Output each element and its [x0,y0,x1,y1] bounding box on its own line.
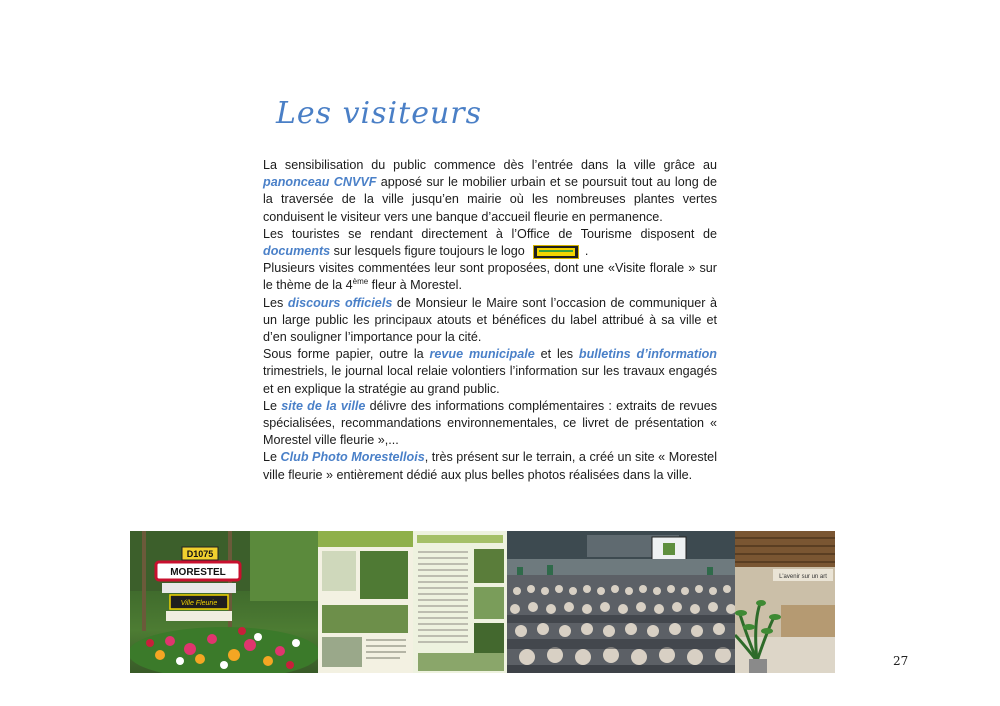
conference-illustration [507,531,735,673]
highlight-bulletins: bulletins d’information [578,347,717,362]
paragraph-tourists [263,226,717,260]
text-run: Sous forme papier, outre la [263,347,430,362]
highlight-revue: revue municipale [429,347,535,362]
paragraph-visits [263,260,717,294]
photo-town-hall-lobby [735,531,835,673]
text-run: et les [534,347,579,362]
text-run: La sensibilisation du public commence dès l’entrée dans la ville grâce au [263,158,717,172]
text-run: Les [263,295,288,310]
photo-magazine-spread [318,531,507,673]
sign-town-text: MORESTEL [170,567,226,578]
text-run: sur lesquels figure toujours le logo [330,244,525,259]
text-run: trimestriels, le journal local relaie volontiers l’information sur les travaux engagés et en explique la stratégie au grand public. [263,364,717,396]
highlight-documents: documents [263,244,331,259]
ville-fleurie-logo-icon [533,245,579,259]
text-run: Les touristes se rendant directement à l’Office de Tourisme disposent de [263,226,717,241]
text-run: Le [263,450,281,465]
superscript: ème [352,277,369,287]
paragraph-photo-club [263,449,717,483]
paragraph-speeches [263,295,717,347]
paragraph-paper [263,346,717,398]
photo-town-sign [130,531,318,673]
magazine-illustration [318,531,507,673]
highlight-club-photo: Club Photo Morestellois [280,450,425,465]
text-run: Plusieurs visites commentées leur sont proposées, dont une «Visite florale » sur le thème de la 4 [263,261,717,293]
photo-strip [130,531,835,673]
page-number: 27 [893,654,909,668]
text-run: fleur à Morestel. [368,278,462,293]
text-run: , très présent sur le terrain, a créé un site « Morestel ville fleurie » entièrement dédié aux plus belles photos réalisées dans la ville. [263,450,717,482]
town-sign-illustration [130,531,318,673]
text-run: apposé sur le mobilier urbain et se poursuit tout au long de la traversée de la ville jusqu’en mairie où les nombreuses plantes vertes conduisent le visiteur vers une banque d’accueil fleurie en permanence. [263,175,717,224]
lobby-illustration [735,531,835,673]
paragraph-website [263,398,717,450]
highlight-site: site de la ville [281,398,366,413]
highlight-discours: discours officiels [287,295,393,310]
highlight-panonceau: panonceau CNVVF [263,175,377,190]
body-text [263,157,717,484]
photo-conference [507,531,735,673]
text-run: de Monsieur le Maire sont l’occasion de communiquer à un large public les principaux atouts et bénéfices du label attribué à sa ville et d’en souligner l’importance pour la cité. [263,295,718,345]
text-run: . [584,244,589,259]
text-run: Le [263,398,282,413]
lobby-sign-text: L'avenir sur un art [779,574,827,580]
sign-label-text: Ville Fleurie [180,600,218,607]
text-run: délivre des informations complémentaires : extraits de revues spécialisées, recommandations environnementales, ce livret de présentation « Morestel ville fleurie »,... [263,398,718,448]
sign-road-text: D1075 [186,549,214,559]
paragraph-signage [263,157,717,226]
page-title: Les visiteurs [276,96,483,131]
